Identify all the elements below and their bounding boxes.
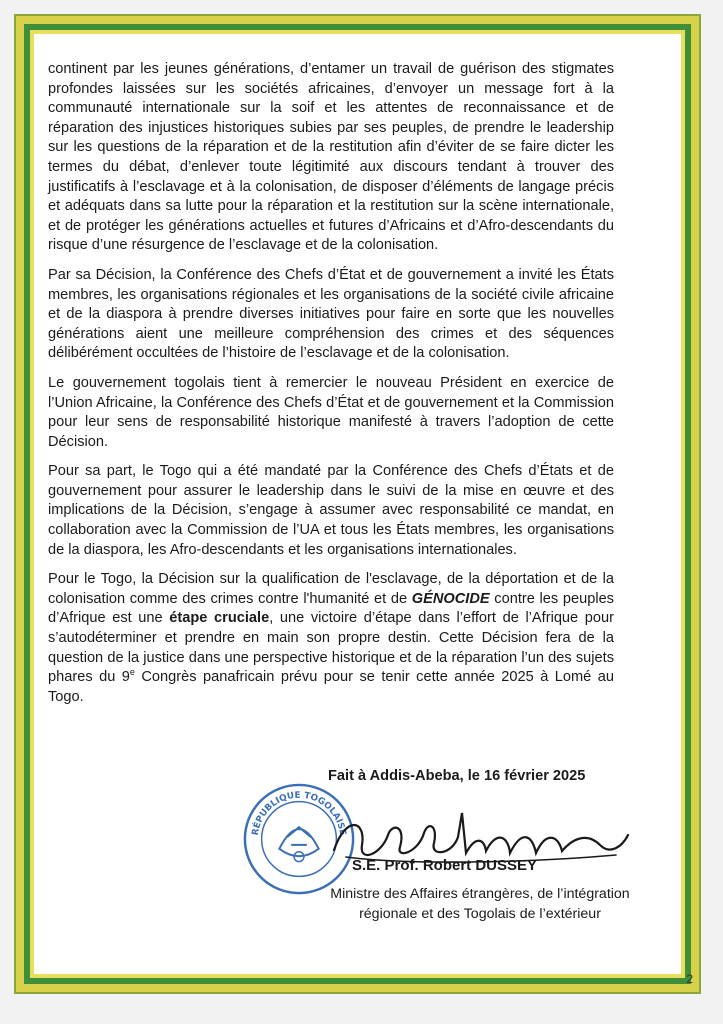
document-body (48, 60, 614, 717)
place-date: Fait à Addis-Abeba, le 16 février 2025 (328, 768, 586, 784)
paragraph-3: Le gouvernement togolais tient à remercier le nouveau Président en exercice de l’Union Africaine, la Conférence des Chefs d’État et de gouvernement et la Commission pour leur sens de responsabilité historique manifesté à travers l’adoption de cette Décision. (48, 374, 614, 450)
paragraph-4: Pour sa part, le Togo qui a été mandaté par la Conférence des Chefs d’États et de gouvernement pour assurer le leadership dans le suivi de la mise en œuvre et des implications de la Décision, s’engage à assumer avec responsabilité ce mandat, en collaboration avec la Commission de l’UA et tous les États membres, les organisations de la diaspora, les Afro-descendants et les organisations internationales. (48, 463, 614, 558)
paragraph-5-part-d: Congrès panafricain prévu pour se tenir cette année 2025 à Lomé au Togo. (48, 669, 614, 705)
paragraph-5 (48, 570, 614, 707)
paragraph-1: continent par les jeunes générations, d’entamer un travail de guérison des stigmates profondes laissées sur les sociétés africaines, d’envoyer un message fort à la communauté internationale sur la soif et les attentes de reconnaissance et de réparation des injustices historiques subies par ses peuples, de prendre le leadership sur les questions de la réparation et de la restitution afin d’éviter de se faire dicter les termes du débat, d’enlever toute légitimité aux discours tendant à trouver des justificatifs à l’esclavage et à la colonisation, de disposer d’éléments de langage précis et adéquats dans sa lutte pour la réparation et la restitution sur la scène internationale, et de protéger les générations actuelles et futures d’Africains et d’Afro-descendants du risque d’une résurgence de l’esclavage et de la colonisation. (48, 61, 614, 254)
ordinal-superscript: e (129, 667, 135, 678)
paragraph-2: Par sa Décision, la Conférence des Chefs d’État et de gouvernement a invité les États membres, les organisations régionales et les organisations de la société civile africaine et de la diaspora à prendre diverses initiatives pour faire en sorte que les nouvelles générations aient une meilleure compréhension des crimes et des séquences délibérément occultées de l’histoire de l’esclavage et de la colonisation. (48, 266, 614, 362)
page-number: 2 (686, 972, 693, 986)
paragraph-5-part-b: contre les peuples d’Afrique est une (48, 590, 614, 627)
seal-text: RÉPUBLIQUE TOGOLAISE (250, 790, 348, 837)
signer-name: S.E. Prof. Robert DUSSEY (352, 857, 538, 874)
signer-role: Ministre des Affaires étrangères, de l’intégration régionale et des Togolais de l’extérieur (330, 886, 630, 922)
genocide-emphasis: GÉNOCIDE (411, 590, 490, 607)
etape-cruciale-emphasis: étape cruciale (169, 610, 270, 627)
paragraph-5-part-c: , une victoire d’étape dans l’effort de l’Afrique pour s’autodéterminer et prendre en main son propre destin. Cette Décision fera de la question de la justice dans une perspective historique et de la réparation l’un des sujets phares du 9 (48, 610, 614, 686)
paragraph-5-part-a: Pour le Togo, la Décision sur la qualification de l'esclavage, de la déportation et de la colonisation comme des crimes contre l'humanité et de (48, 571, 614, 607)
